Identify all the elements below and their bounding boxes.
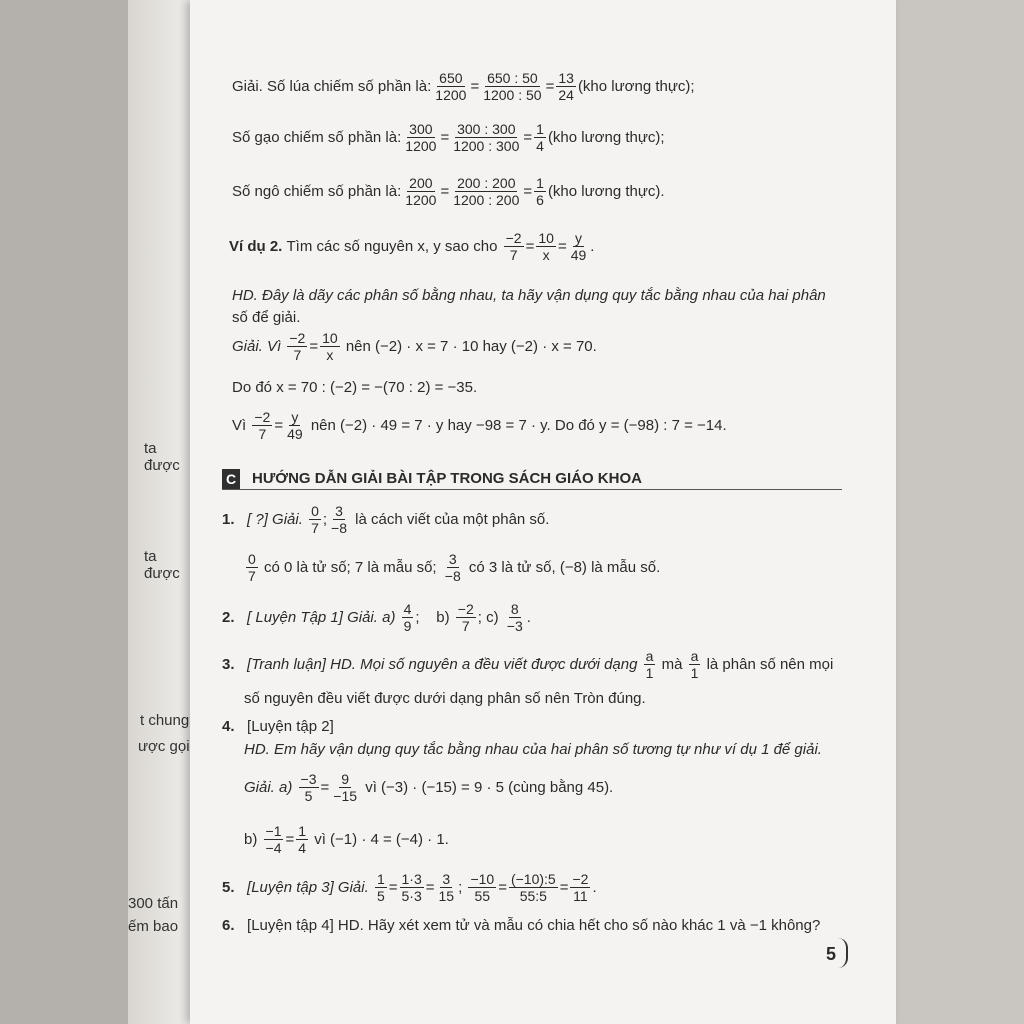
fraction-numerator: 10: [538, 230, 554, 246]
fraction-denominator: 1200 : 50: [483, 87, 542, 103]
fraction: [287, 330, 307, 363]
margin-text: ược gọi: [138, 738, 190, 755]
exercise-3-line2: số nguyên đều viết được dưới dạng phân số nên Tròn đúng.: [244, 690, 646, 707]
fraction-numerator: 1: [376, 871, 385, 887]
margin-text: ếm bao: [128, 918, 179, 935]
fraction-denominator: 5: [376, 888, 385, 904]
fraction-numerator: 13: [558, 70, 574, 86]
fraction-denominator: 15: [438, 888, 455, 904]
fraction: [252, 409, 272, 442]
fraction-numerator: 300: [409, 121, 433, 137]
fraction-denominator: 1: [645, 665, 654, 681]
fraction: [456, 601, 476, 634]
fraction-numerator: y: [291, 409, 299, 425]
fraction: [320, 330, 340, 363]
fraction: [481, 70, 543, 103]
fraction: [285, 409, 305, 442]
exercise-5: 5. [Luyện tập 3] Giải. $\frac{1}{5}$ = $\frac{1\cdot 3}{5\cdot 3}$ = $\frac{3}{15}$ ; $\frac{-10}{55}$ = $\frac{(-10):5}{55:5}$ = $\frac{-2}{11}$ .: [222, 871, 597, 904]
fraction: [402, 601, 414, 634]
fraction-numerator: 9: [341, 771, 350, 787]
fraction-denominator: 4: [298, 840, 307, 856]
fraction-numerator: 650: [439, 70, 463, 86]
fraction-numerator: 650 : 50: [487, 70, 538, 86]
fraction: [331, 771, 359, 804]
fraction-denominator: −8: [444, 568, 461, 584]
fraction-numerator: (−10):5: [510, 871, 556, 887]
fraction: [534, 175, 546, 208]
fraction-denominator: 7: [293, 347, 302, 363]
fraction-denominator: 1200: [405, 192, 437, 208]
background-left: [0, 0, 130, 1024]
fraction-numerator: −2: [572, 871, 589, 887]
fraction: [504, 230, 524, 263]
example1-line-corn: Số ngô chiếm số phần là: $\frac{200}{1200}$ = $\frac{200 : 200}{1200 : 200}$ = $\frac{1}{6}$ (kho lương thực).: [232, 175, 665, 208]
example1-line-ricegrain: Số gạo chiếm số phần là: $\frac{300}{1200}$ = $\frac{300 : 300}{1200 : 300}$ = $\frac{1}{4}$ (kho lương thực);: [232, 121, 665, 154]
fraction-denominator: 1: [690, 665, 699, 681]
exercise-3: 3. [Tranh luận] HD. Mọi số nguyên a đều viết được dưới dạng $\frac{a}{1}$ mà $\frac{a}{1}$ là phân số nên mọi: [222, 648, 834, 681]
fraction: [570, 871, 590, 904]
fraction-denominator: −15: [333, 788, 358, 804]
fraction-denominator: 1200: [405, 138, 437, 154]
fraction-numerator: 4: [403, 601, 412, 617]
fraction-denominator: 7: [509, 247, 518, 263]
fraction-denominator: 11: [573, 888, 588, 904]
fraction: [509, 871, 558, 904]
fraction-numerator: 3: [335, 503, 343, 519]
fraction-numerator: −3: [300, 771, 317, 787]
example1-line-rice: Giải. Số lúa chiếm số phần là: $\frac{650}{1200}$ = $\frac{650 : 50}{1200 : 50}$ = $\frac{13}{24}$ (kho lương thực);: [232, 70, 695, 103]
margin-text: 300 tấn: [128, 895, 179, 912]
fraction: [569, 230, 589, 263]
fraction-numerator: 200 : 200: [457, 175, 516, 191]
fraction-numerator: a: [645, 648, 654, 664]
underlying-page: [128, 0, 190, 1024]
fraction: [403, 175, 438, 208]
fraction: [556, 70, 576, 103]
fraction: [451, 175, 521, 208]
fraction: [433, 70, 468, 103]
fraction-denominator: 49: [287, 426, 303, 442]
exercise-4: 4. [Luyện tập 2]: [222, 718, 334, 735]
fraction: [468, 871, 496, 904]
fraction-numerator: 200: [409, 175, 433, 191]
fraction-numerator: 1: [298, 823, 307, 839]
margin-text: t chung: [140, 712, 190, 729]
fraction-denominator: 24: [558, 87, 574, 103]
fraction-denominator: 4: [536, 138, 544, 154]
fraction: [375, 871, 387, 904]
fraction-denominator: 7: [311, 520, 319, 536]
fraction: [534, 121, 546, 154]
fraction-denominator: −8: [331, 520, 347, 536]
margin-text: ta được: [144, 548, 180, 582]
fraction-numerator: 3: [448, 551, 457, 567]
fraction-numerator: −2: [505, 230, 522, 246]
fraction: [403, 121, 438, 154]
fraction-numerator: 8: [510, 601, 519, 617]
fraction: [329, 503, 349, 536]
fraction-numerator: 0: [311, 503, 319, 519]
fraction-denominator: 55: [474, 888, 491, 904]
fraction-denominator: 7: [248, 568, 256, 584]
example2-hint-line1: HD. Đây là dãy các phân số bằng nhau, ta hãy vận dụng quy tắc bằng nhau của hai phân: [232, 287, 826, 304]
exercise-1-detail: $\frac{0}{7}$ có 0 là tử số; 7 là mẫu số; $\frac{3}{-8}$ có 3 là tử số, (−8) là mẫu số.: [248, 551, 661, 584]
fraction: [451, 121, 521, 154]
fraction-numerator: 1·3: [401, 871, 422, 887]
fraction-numerator: 0: [248, 551, 256, 567]
exercise-4-a: Giải. a) $\frac{-3}{5}$ = $\frac{9}{-15}$ vì (−3) · (−15) = 9 · 5 (cùng bằng 45).: [244, 771, 614, 804]
fraction: [443, 551, 463, 584]
page-number: 5: [826, 944, 837, 964]
fraction-numerator: 3: [442, 871, 451, 887]
fraction-denominator: 1200: [435, 87, 467, 103]
fraction-denominator: 5·3: [401, 888, 422, 904]
exercise-6: 6. [Luyện tập 4] HD. Hãy xét xem tử và mẫu có chia hết cho số nào khác 1 và −1 không?: [222, 917, 821, 934]
fraction-denominator: 55:5: [519, 888, 547, 904]
fraction: [264, 823, 284, 856]
fraction-numerator: −10: [470, 871, 495, 887]
margin-text: ta được: [144, 440, 180, 474]
fraction-denominator: 6: [536, 192, 544, 208]
fraction-numerator: 300 : 300: [457, 121, 516, 137]
fraction: [644, 648, 656, 681]
exercise-4-hint: HD. Em hãy vận dụng quy tắc bằng nhau của hai phân số tương tự như ví dụ 1 để giải.: [244, 741, 822, 758]
section-letter: C: [222, 469, 240, 489]
exercise-2: 2. [ Luyện Tập 1] Giải. a) $\frac{4}{9}$ ; b) $\frac{-2}{7}$ ; c) $\frac{8}{-3}$ .: [222, 601, 531, 634]
example2-solution-line3: Vì $\frac{-2}{7}$ = $\frac{y}{49}$ nên (−2) · 49 = 7 · y hay −98 = 7 · y. Do đó y = (−98) : 7 = −14.: [232, 409, 727, 442]
fraction-numerator: −2: [254, 409, 271, 425]
fraction-denominator: 5: [304, 788, 313, 804]
fraction-denominator: x: [542, 247, 550, 263]
fraction-numerator: a: [690, 648, 699, 664]
section-title: HƯỚNG DẪN GIẢI BÀI TẬP TRONG SÁCH GIÁO KHOA: [252, 470, 642, 487]
fraction: [299, 771, 319, 804]
fraction-denominator: −3: [506, 618, 523, 634]
exercise-4-b: b) $\frac{-1}{-4}$ = $\frac{1}{4}$ vì (−1) · 4 = (−4) · 1.: [244, 823, 449, 856]
fraction-denominator: 7: [258, 426, 267, 442]
fraction: [437, 871, 457, 904]
fraction-denominator: 1200 : 300: [453, 138, 520, 154]
fraction-numerator: 10: [322, 330, 338, 346]
fraction: [689, 648, 701, 681]
example2-hint-line2: số để giải.: [232, 309, 301, 326]
fraction-denominator: 9: [403, 618, 412, 634]
example2-solution-line2: Do đó x = 70 : (−2) = −(70 : 2) = −35.: [232, 379, 478, 396]
example2-solution-line1: Giải. Vì $\frac{-2}{7}$ = $\frac{10}{x}$ nên (−2) · x = 7 · 10 hay (−2) · x = 70.: [232, 330, 597, 363]
example2-heading: Ví dụ 2. Tìm các số nguyên x, y sao cho $\frac{-2}{7}$ = $\frac{10}{x}$ = $\frac{y}{49}$ .: [229, 230, 595, 263]
fraction-denominator: 49: [570, 247, 587, 263]
fraction-numerator: −2: [457, 601, 474, 617]
fraction-denominator: −4: [265, 840, 282, 856]
fraction: [536, 230, 556, 263]
section-header: [222, 469, 842, 490]
fraction: [505, 601, 525, 634]
fraction-denominator: 7: [461, 618, 470, 634]
fraction: [296, 823, 308, 856]
exercise-1: 1. [ ?] Giải. $\frac{0}{7}$ ; $\frac{3}{-8}$ là cách viết của một phân số.: [222, 503, 550, 536]
fraction-numerator: −1: [265, 823, 282, 839]
fraction-numerator: y: [574, 230, 582, 246]
fraction: [309, 503, 321, 536]
fraction-numerator: −2: [289, 330, 306, 346]
fraction: [400, 871, 424, 904]
fraction: [246, 551, 258, 584]
fraction-numerator: 1: [536, 121, 544, 137]
fraction-denominator: 1200 : 200: [453, 192, 520, 208]
fraction-denominator: x: [326, 347, 334, 363]
fraction-numerator: 1: [536, 175, 544, 191]
